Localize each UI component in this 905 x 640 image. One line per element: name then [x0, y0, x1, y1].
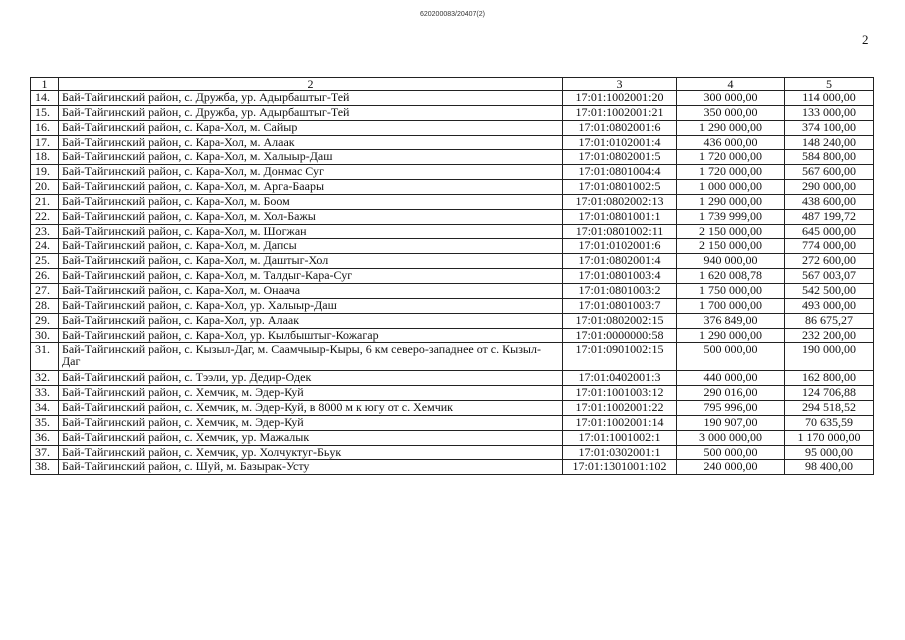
location-cell: Бай-Тайгинский район, с. Дружба, ур. Адырбаштыг-Тей [59, 105, 563, 120]
value-cell: 1 720 000,00 [677, 150, 785, 165]
location-cell: Бай-Тайгинский район, с. Кара-Хол, м. Талдыг-Кара-Суг [59, 269, 563, 284]
page-number: 2 [862, 32, 869, 47]
amount-cell: 272 600,00 [785, 254, 874, 269]
row-number-cell: 38. [31, 460, 59, 475]
value-cell: 1 700 000,00 [677, 298, 785, 313]
row-number-cell: 37. [31, 445, 59, 460]
location-cell: Бай-Тайгинский район, с. Хемчик, м. Эдер-Куй [59, 386, 563, 401]
cadastral-number-cell: 17:01:0302001:1 [563, 445, 677, 460]
table-body [31, 91, 874, 475]
amount-cell: 374 100,00 [785, 120, 874, 135]
cadastral-number-cell: 17:01:0102001:6 [563, 239, 677, 254]
column-header: 3 [563, 78, 677, 91]
location-cell: Бай-Тайгинский район, с. Кара-Хол, м. Даштыг-Хол [59, 254, 563, 269]
table-row [31, 135, 874, 150]
row-number-cell: 19. [31, 165, 59, 180]
cadastral-number-cell: 17:01:0801002:5 [563, 180, 677, 195]
location-cell: Бай-Тайгинский район, с. Дружба, ур. Адырбаштыг-Тей [59, 91, 563, 106]
value-cell: 1 290 000,00 [677, 328, 785, 343]
row-number-cell: 27. [31, 283, 59, 298]
value-cell: 290 016,00 [677, 386, 785, 401]
amount-cell: 162 800,00 [785, 371, 874, 386]
location-cell: Бай-Тайгинский район, с. Хемчик, м. Эдер-Куй, в 8000 м к югу от с. Хемчик [59, 401, 563, 416]
cadastral-number-cell: 17:01:0801004:4 [563, 165, 677, 180]
cadastral-number-cell: 17:01:1002001:20 [563, 91, 677, 106]
value-cell: 350 000,00 [677, 105, 785, 120]
row-number-cell: 28. [31, 298, 59, 313]
row-number-cell: 21. [31, 194, 59, 209]
location-cell: Бай-Тайгинский район, с. Кызыл-Даг, м. Саамчыыр-Кыры, 6 км северо-западнее от с. Кызыл-Даг [59, 343, 563, 371]
cadastral-number-cell: 17:01:1301001:102 [563, 460, 677, 475]
amount-cell: 190 000,00 [785, 343, 874, 371]
value-cell: 440 000,00 [677, 371, 785, 386]
value-cell: 1 739 999,00 [677, 209, 785, 224]
amount-cell: 114 000,00 [785, 91, 874, 106]
row-number-cell: 22. [31, 209, 59, 224]
table-row [31, 150, 874, 165]
table-row [31, 120, 874, 135]
location-cell: Бай-Тайгинский район, с. Кара-Хол, м. Боом [59, 194, 563, 209]
table-row [31, 283, 874, 298]
row-number-cell: 35. [31, 415, 59, 430]
row-number-cell: 34. [31, 401, 59, 416]
row-number-cell: 24. [31, 239, 59, 254]
table-row [31, 415, 874, 430]
value-cell: 376 849,00 [677, 313, 785, 328]
amount-cell: 493 000,00 [785, 298, 874, 313]
amount-cell: 567 003,07 [785, 269, 874, 284]
table-row [31, 224, 874, 239]
cadastral-number-cell: 17:01:0801003:4 [563, 269, 677, 284]
value-cell: 500 000,00 [677, 445, 785, 460]
table-row [31, 180, 874, 195]
value-cell: 795 996,00 [677, 401, 785, 416]
table-row [31, 91, 874, 106]
column-header: 4 [677, 78, 785, 91]
row-number-cell: 30. [31, 328, 59, 343]
column-header: 1 [31, 78, 59, 91]
cadastral-number-cell: 17:01:0402001:3 [563, 371, 677, 386]
land-plots-table [30, 77, 874, 475]
cadastral-number-cell: 17:01:0901002:15 [563, 343, 677, 371]
row-number-cell: 31. [31, 343, 59, 371]
amount-cell: 294 518,52 [785, 401, 874, 416]
location-cell: Бай-Тайгинский район, с. Кара-Хол, м. Хол-Бажы [59, 209, 563, 224]
cadastral-number-cell: 17:01:1001002:1 [563, 430, 677, 445]
table-row [31, 239, 874, 254]
cadastral-number-cell: 17:01:1002001:14 [563, 415, 677, 430]
cadastral-number-cell: 17:01:0801003:7 [563, 298, 677, 313]
location-cell: Бай-Тайгинский район, с. Кара-Хол, м. Шогжан [59, 224, 563, 239]
row-number-cell: 18. [31, 150, 59, 165]
table-row [31, 313, 874, 328]
location-cell: Бай-Тайгинский район, с. Кара-Хол, м. Онаача [59, 283, 563, 298]
amount-cell: 70 635,59 [785, 415, 874, 430]
table-row [31, 460, 874, 475]
document-code: 620200083/20407(2) [419, 11, 485, 18]
location-cell: Бай-Тайгинский район, с. Кара-Хол, м. Дапсы [59, 239, 563, 254]
table-row [31, 269, 874, 284]
amount-cell: 542 500,00 [785, 283, 874, 298]
amount-cell: 98 400,00 [785, 460, 874, 475]
location-cell: Бай-Тайгинский район, с. Шуй, м. Базырак-Усту [59, 460, 563, 475]
value-cell: 2 150 000,00 [677, 224, 785, 239]
cadastral-number-cell: 17:01:1001003:12 [563, 386, 677, 401]
cadastral-number-cell: 17:01:0802002:13 [563, 194, 677, 209]
row-number-cell: 33. [31, 386, 59, 401]
cadastral-number-cell: 17:01:0000000:58 [563, 328, 677, 343]
value-cell: 1 000 000,00 [677, 180, 785, 195]
location-cell: Бай-Тайгинский район, с. Кара-Хол, м. Алаак [59, 135, 563, 150]
cadastral-number-cell: 17:01:0802001:4 [563, 254, 677, 269]
table-row [31, 254, 874, 269]
value-cell: 1 290 000,00 [677, 120, 785, 135]
column-header: 5 [785, 78, 874, 91]
value-cell: 436 000,00 [677, 135, 785, 150]
value-cell: 1 720 000,00 [677, 165, 785, 180]
cadastral-number-cell: 17:01:0802002:15 [563, 313, 677, 328]
value-cell: 500 000,00 [677, 343, 785, 371]
table-row [31, 209, 874, 224]
cadastral-number-cell: 17:01:1002001:22 [563, 401, 677, 416]
location-cell: Бай-Тайгинский район, с. Кара-Хол, ур. Кылбыштыг-Кожагар [59, 328, 563, 343]
amount-cell: 438 600,00 [785, 194, 874, 209]
cadastral-number-cell: 17:01:0102001:4 [563, 135, 677, 150]
row-number-cell: 25. [31, 254, 59, 269]
row-number-cell: 36. [31, 430, 59, 445]
amount-cell: 584 800,00 [785, 150, 874, 165]
table-row [31, 105, 874, 120]
location-cell: Бай-Тайгинский район, с. Хемчик, ур. Холчуктуг-Бьук [59, 445, 563, 460]
column-header: 2 [59, 78, 563, 91]
row-number-cell: 29. [31, 313, 59, 328]
amount-cell: 133 000,00 [785, 105, 874, 120]
table-row [31, 430, 874, 445]
location-cell: Бай-Тайгинский район, с. Тээли, ур. Дедир-Одек [59, 371, 563, 386]
value-cell: 940 000,00 [677, 254, 785, 269]
row-number-cell: 14. [31, 91, 59, 106]
amount-cell: 774 000,00 [785, 239, 874, 254]
amount-cell: 645 000,00 [785, 224, 874, 239]
cadastral-number-cell: 17:01:0802001:6 [563, 120, 677, 135]
header-row [31, 78, 874, 91]
cadastral-number-cell: 17:01:0801003:2 [563, 283, 677, 298]
table-row [31, 328, 874, 343]
value-cell: 300 000,00 [677, 91, 785, 106]
location-cell: Бай-Тайгинский район, с. Кара-Хол, ур. Алаак [59, 313, 563, 328]
row-number-cell: 23. [31, 224, 59, 239]
value-cell: 240 000,00 [677, 460, 785, 475]
amount-cell: 290 000,00 [785, 180, 874, 195]
value-cell: 3 000 000,00 [677, 430, 785, 445]
table-row [31, 445, 874, 460]
amount-cell: 124 706,88 [785, 386, 874, 401]
amount-cell: 148 240,00 [785, 135, 874, 150]
cadastral-number-cell: 17:01:1002001:21 [563, 105, 677, 120]
cadastral-number-cell: 17:01:0801002:11 [563, 224, 677, 239]
amount-cell: 567 600,00 [785, 165, 874, 180]
amount-cell: 1 170 000,00 [785, 430, 874, 445]
location-cell: Бай-Тайгинский район, с. Хемчик, м. Эдер-Куй [59, 415, 563, 430]
row-number-cell: 15. [31, 105, 59, 120]
amount-cell: 487 199,72 [785, 209, 874, 224]
location-cell: Бай-Тайгинский район, с. Кара-Хол, м. Арга-Баары [59, 180, 563, 195]
value-cell: 1 750 000,00 [677, 283, 785, 298]
location-cell: Бай-Тайгинский район, с. Кара-Хол, м. Халыыр-Даш [59, 150, 563, 165]
row-number-cell: 32. [31, 371, 59, 386]
row-number-cell: 16. [31, 120, 59, 135]
table-row [31, 298, 874, 313]
table-row [31, 401, 874, 416]
table-row [31, 343, 874, 371]
value-cell: 190 907,00 [677, 415, 785, 430]
row-number-cell: 17. [31, 135, 59, 150]
cadastral-number-cell: 17:01:0802001:5 [563, 150, 677, 165]
location-cell: Бай-Тайгинский район, с. Кара-Хол, ур. Халыыр-Даш [59, 298, 563, 313]
value-cell: 2 150 000,00 [677, 239, 785, 254]
table-row [31, 194, 874, 209]
cadastral-number-cell: 17:01:0801001:1 [563, 209, 677, 224]
table-row [31, 165, 874, 180]
location-cell: Бай-Тайгинский район, с. Хемчик, ур. Мажалык [59, 430, 563, 445]
value-cell: 1 290 000,00 [677, 194, 785, 209]
location-cell: Бай-Тайгинский район, с. Кара-Хол, м. Донмас Суг [59, 165, 563, 180]
location-cell: Бай-Тайгинский район, с. Кара-Хол, м. Сайыр [59, 120, 563, 135]
table-row [31, 371, 874, 386]
table-row [31, 386, 874, 401]
amount-cell: 232 200,00 [785, 328, 874, 343]
amount-cell: 95 000,00 [785, 445, 874, 460]
amount-cell: 86 675,27 [785, 313, 874, 328]
row-number-cell: 26. [31, 269, 59, 284]
value-cell: 1 620 008,78 [677, 269, 785, 284]
row-number-cell: 20. [31, 180, 59, 195]
